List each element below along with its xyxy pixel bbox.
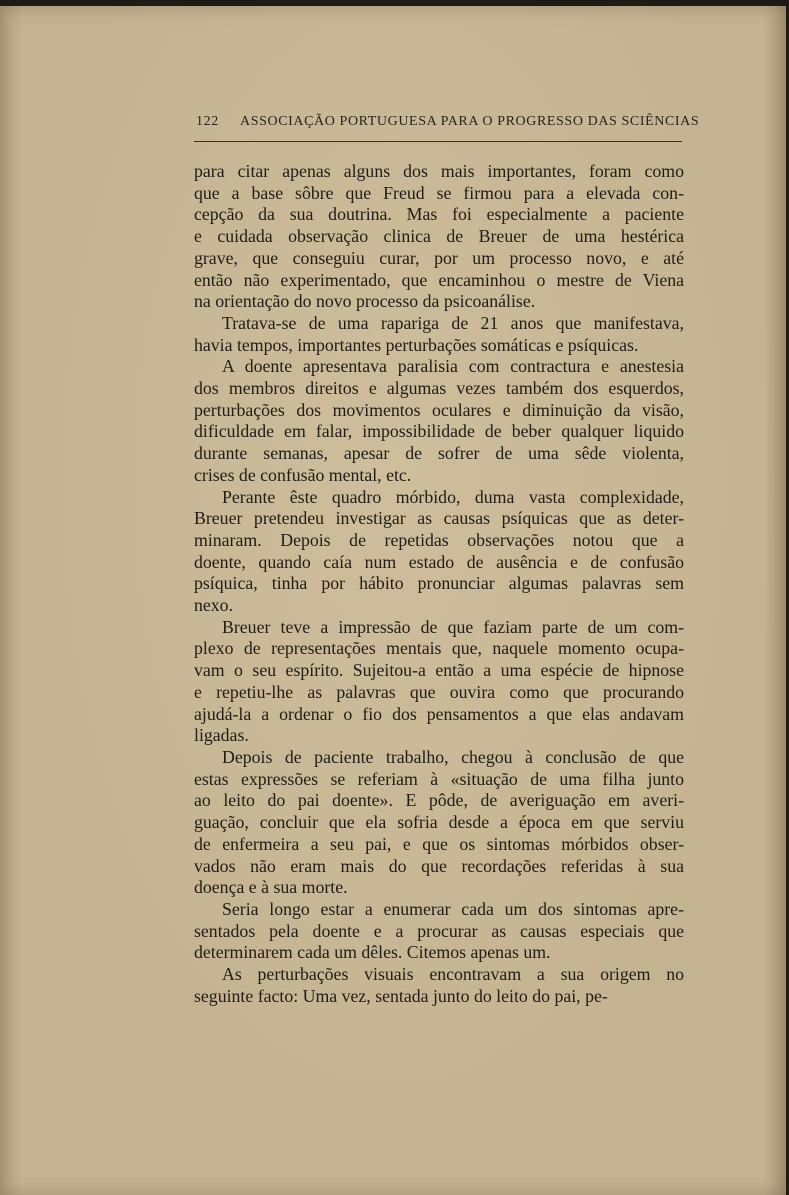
text-line: cepção da sua doutrina. Mas foi especialmente a paciente bbox=[194, 204, 684, 225]
paragraph bbox=[194, 964, 684, 1007]
text-line: para citar apenas alguns dos mais importantes, foram como bbox=[194, 161, 684, 181]
book-page bbox=[0, 6, 786, 1195]
paragraph bbox=[194, 161, 684, 313]
paragraph bbox=[194, 313, 684, 356]
text-line: perturbações dos movimentos oculares e diminuição da visão, bbox=[194, 399, 684, 420]
text-line: Breuer pretendeu investigar as causas psíquicas que as deter- bbox=[194, 508, 684, 529]
text-line: estas expressões se referiam à «situação de uma filha junto bbox=[194, 768, 684, 789]
text-line: Tratava-se de uma rapariga de 21 anos que manifestava, bbox=[222, 312, 684, 333]
text-line: nexo. bbox=[194, 595, 234, 616]
paragraph bbox=[194, 617, 684, 747]
paragraph bbox=[194, 356, 684, 486]
text-line: então não experimentado, que encaminhou o mestre de Viena bbox=[194, 269, 684, 290]
text-line: minaram. Depois de repetidas observações notou que a bbox=[194, 529, 684, 550]
text-line: grave, que conseguiu curar, por um processo novo, e até bbox=[194, 247, 684, 268]
text-line: ajudá-la a ordenar o fio dos pensamentos a que elas andavam bbox=[194, 703, 684, 724]
text-line: durante semanas, apesar de sofrer de uma sêde violenta, bbox=[194, 443, 684, 464]
paragraph bbox=[194, 899, 684, 964]
text-line: e repetiu-lhe as palavras que ouvira como que procurando bbox=[194, 681, 684, 702]
text-line: crises de confusão mental, etc. bbox=[194, 464, 412, 485]
text-line: na orientação do novo processo da psicoanálise. bbox=[194, 291, 536, 312]
paragraph bbox=[194, 747, 684, 899]
text-line: de enfermeira a seu pai, e que os sintomas mórbidos obser- bbox=[194, 833, 684, 854]
text-line: vam o seu espírito. Sujeitou-a então a uma espécie de hipnose bbox=[194, 660, 684, 681]
page-header bbox=[196, 114, 700, 134]
text-line: A doente apresentava paralisia com contractura e anestesia bbox=[222, 356, 684, 377]
text-line: dificuldade em falar, impossibilidade de beber qualquer liquido bbox=[194, 421, 684, 442]
paragraph bbox=[194, 487, 684, 617]
text-line: dos membros direitos e algumas vezes também dos esquerdos, bbox=[194, 378, 684, 399]
text-line: psíquica, tinha por hábito pronunciar algumas palavras sem bbox=[194, 573, 684, 594]
text-line: guação, concluir que ela sofria desde a época em que serviu bbox=[194, 812, 684, 833]
text-line: havia tempos, importantes perturbações somáticas e psíquicas. bbox=[194, 334, 639, 355]
text-line: ligadas. bbox=[194, 725, 249, 746]
running-head: ASSOCIAÇÃO PORTUGUESA PARA O PROGRESSO DAS SCIÊNCIAS bbox=[240, 114, 700, 129]
page-number: 122 bbox=[196, 114, 219, 129]
text-line: doença e à sua morte. bbox=[194, 877, 348, 898]
text-line: As perturbações visuais encontravam a sua origem no bbox=[222, 964, 684, 985]
text-line: Seria longo estar a enumerar cada um dos sintomas apre- bbox=[222, 898, 684, 919]
text-line: doente, quando caía num estado de ausência e de confusão bbox=[194, 551, 684, 572]
body-text bbox=[194, 161, 684, 1007]
text-line: sentados pela doente e a procurar as causas especiais que bbox=[194, 920, 684, 941]
text-line: vados não eram mais do que recordações referidas à sua bbox=[194, 855, 684, 876]
text-line: determinarem cada um dêles. Citemos apenas um. bbox=[194, 942, 551, 963]
text-line: ao leito do pai doente». E pôde, de averiguação em averi- bbox=[194, 790, 684, 811]
text-line: e cuidada observação clinica de Breuer de uma hestérica bbox=[194, 226, 684, 247]
text-line: que a base sôbre que Freud se firmou para a elevada con- bbox=[194, 182, 684, 203]
header-rule bbox=[194, 141, 682, 142]
text-line: Depois de paciente trabalho, chegou à conclusão de que bbox=[222, 746, 684, 767]
text-line: Perante êste quadro mórbido, duma vasta complexidade, bbox=[222, 486, 684, 507]
text-line: seguinte facto: Uma vez, sentada junto do leito do pai, pe- bbox=[194, 985, 608, 1006]
text-line: Breuer teve a impressão de que faziam parte de um com- bbox=[222, 616, 684, 637]
text-line: plexo de representações mentais que, naquele momento ocupa- bbox=[194, 638, 684, 659]
